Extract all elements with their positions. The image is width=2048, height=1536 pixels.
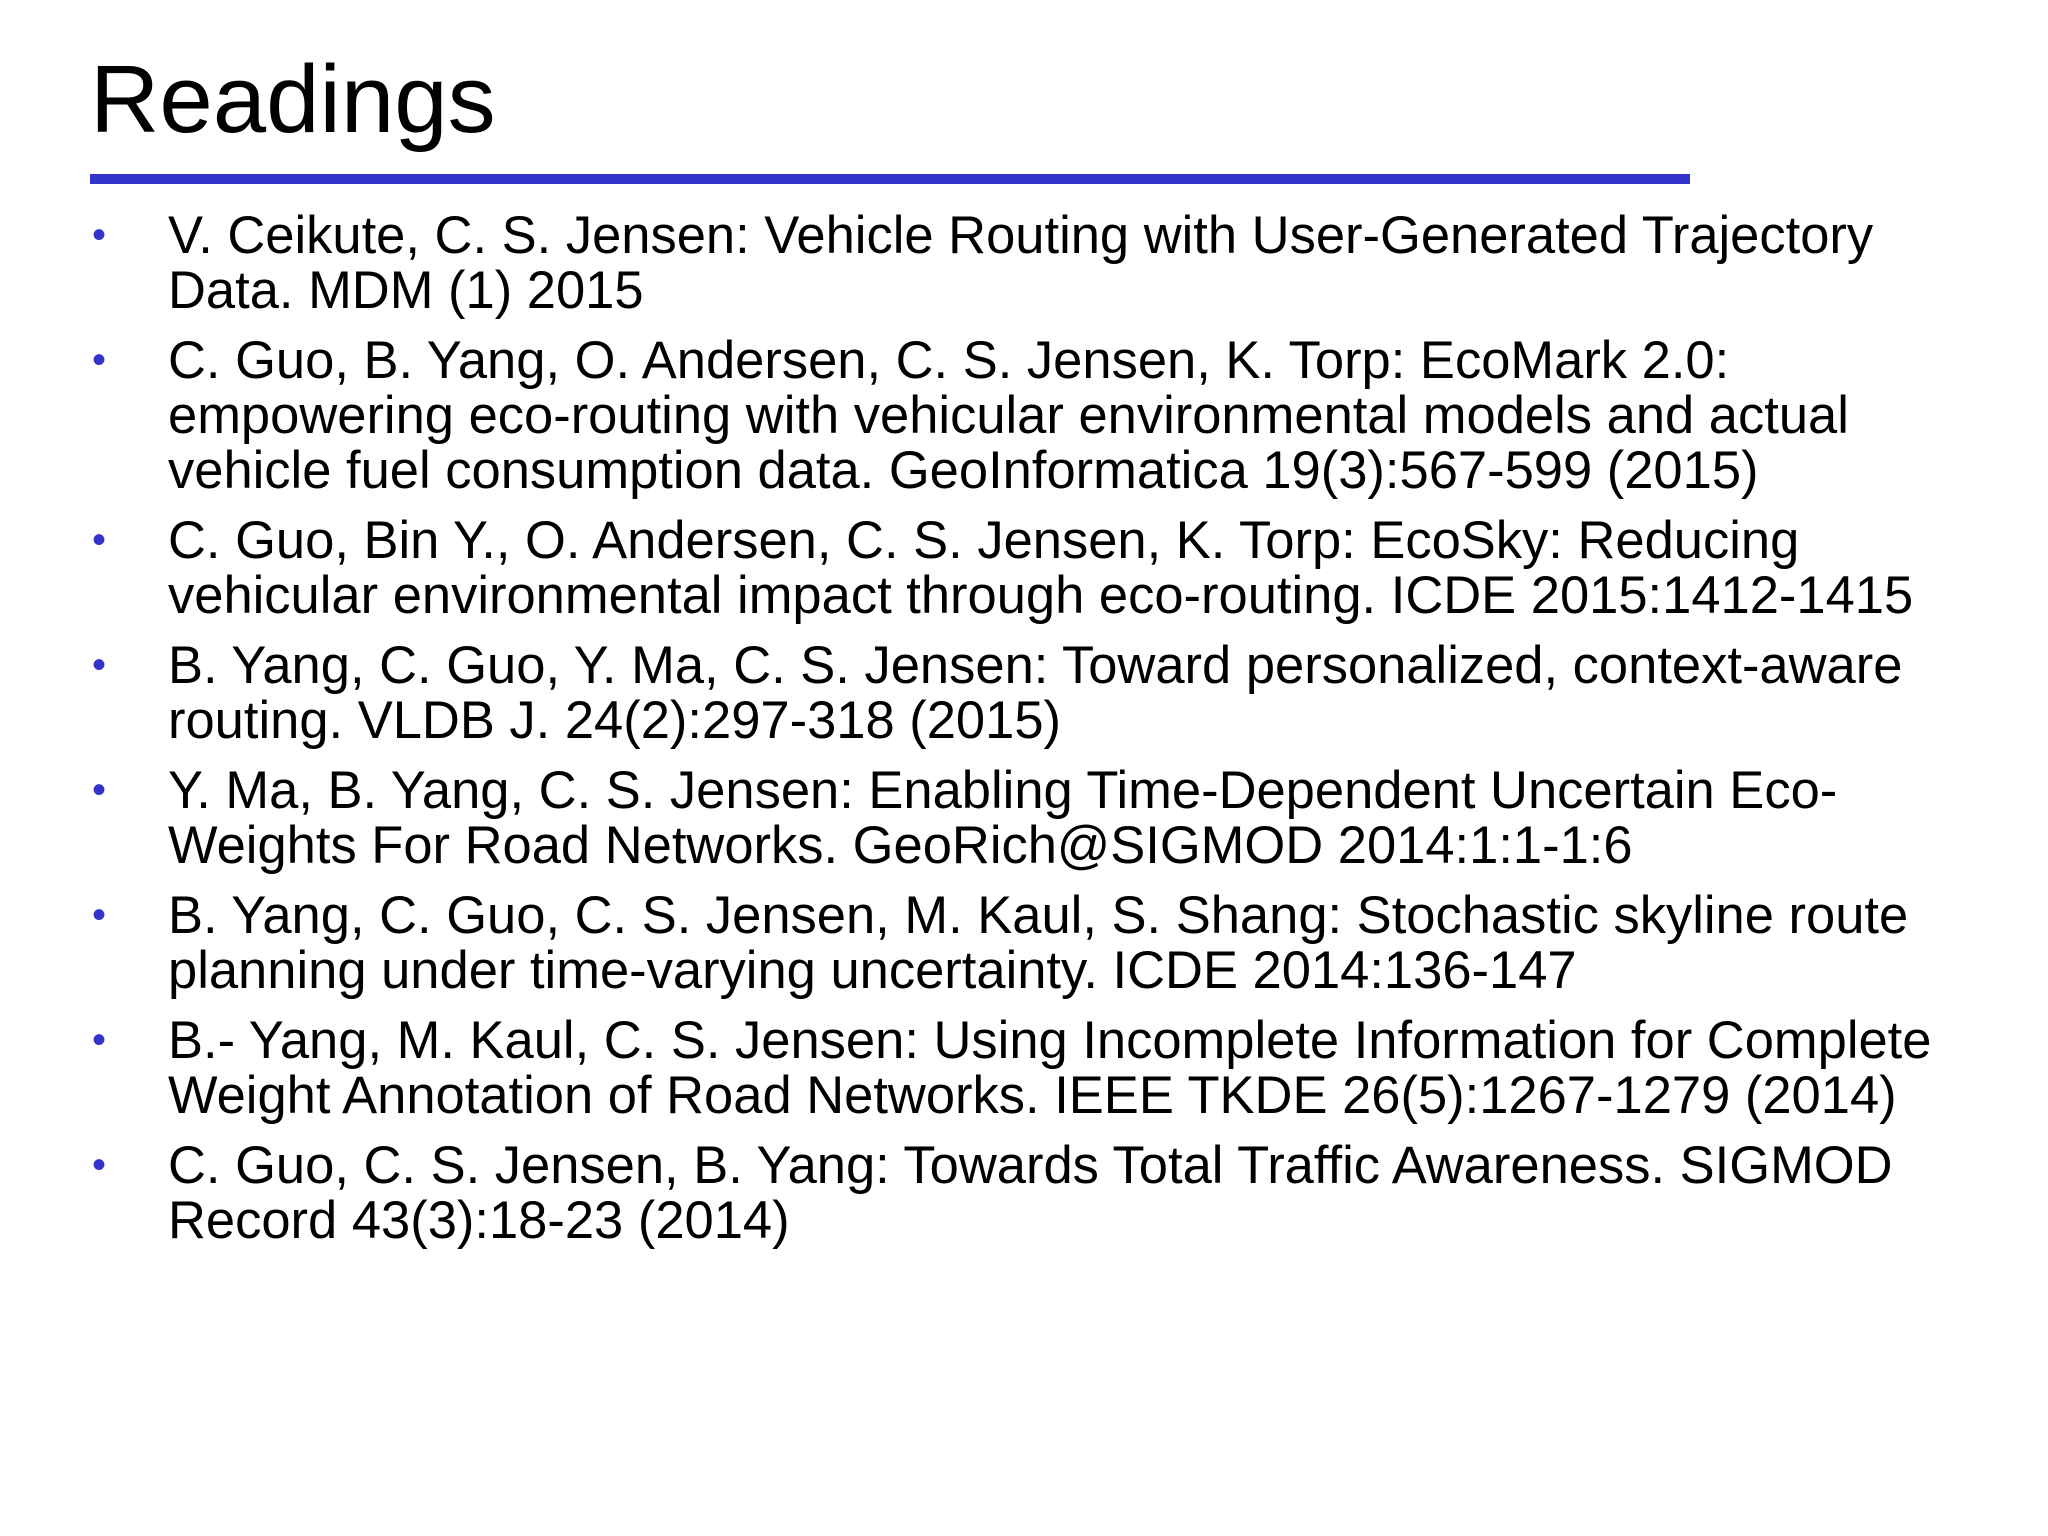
bullet-icon: • (92, 213, 107, 257)
reading-item (0, 208, 2000, 318)
reading-text: C. Guo, B. Yang, O. Andersen, C. S. Jensen, K. Torp: EcoMark 2.0: empowering eco-routing with vehicular environmental models and actual vehicle fuel consumption data. GeoInformatica 19(3):567-599 (2015) (168, 331, 1849, 500)
bullet-icon: • (92, 1143, 107, 1187)
reading-item (0, 638, 2000, 748)
bullet-icon: • (92, 643, 107, 687)
reading-item (0, 333, 2000, 498)
reading-item (0, 513, 2000, 623)
readings-list (0, 208, 2000, 1263)
bullet-icon: • (92, 338, 107, 382)
slide-title: Readings (90, 46, 496, 153)
reading-text: Y. Ma, B. Yang, C. S. Jensen: Enabling Time-Dependent Uncertain Eco-Weights For Road Networks. GeoRich@SIGMOD 2014:1:1-1:6 (168, 761, 1838, 875)
reading-text: B. Yang, C. Guo, Y. Ma, C. S. Jensen: Toward personalized, context-aware routing. VLDB J. 24(2):297-318 (2015) (168, 636, 1903, 750)
bullet-icon: • (92, 1018, 107, 1062)
bullet-icon: • (92, 893, 107, 937)
reading-text: C. Guo, C. S. Jensen, B. Yang: Towards Total Traffic Awareness. SIGMOD Record 43(3):18-23 (2014) (168, 1136, 1893, 1250)
reading-item (0, 1138, 2000, 1248)
reading-item (0, 888, 2000, 998)
reading-text: B.- Yang, M. Kaul, C. S. Jensen: Using Incomplete Information for Complete Weight Annotation of Road Networks. IEEE TKDE 26(5):1267-1279 (2014) (168, 1011, 1932, 1125)
bullet-icon: • (92, 518, 107, 562)
reading-item (0, 1013, 2000, 1123)
title-underline (90, 174, 1690, 184)
reading-item (0, 763, 2000, 873)
bullet-icon: • (92, 768, 107, 812)
reading-text: C. Guo, Bin Y., O. Andersen, C. S. Jensen, K. Torp: EcoSky: Reducing vehicular environmental impact through eco-routing. ICDE 2015:1412-1415 (168, 511, 1914, 625)
reading-text: V. Ceikute, C. S. Jensen: Vehicle Routing with User-Generated Trajectory Data. MDM (1) 2015 (168, 206, 1874, 320)
reading-text: B. Yang, C. Guo, C. S. Jensen, M. Kaul, S. Shang: Stochastic skyline route planning under time-varying uncertainty. ICDE 2014:136-147 (168, 886, 1909, 1000)
